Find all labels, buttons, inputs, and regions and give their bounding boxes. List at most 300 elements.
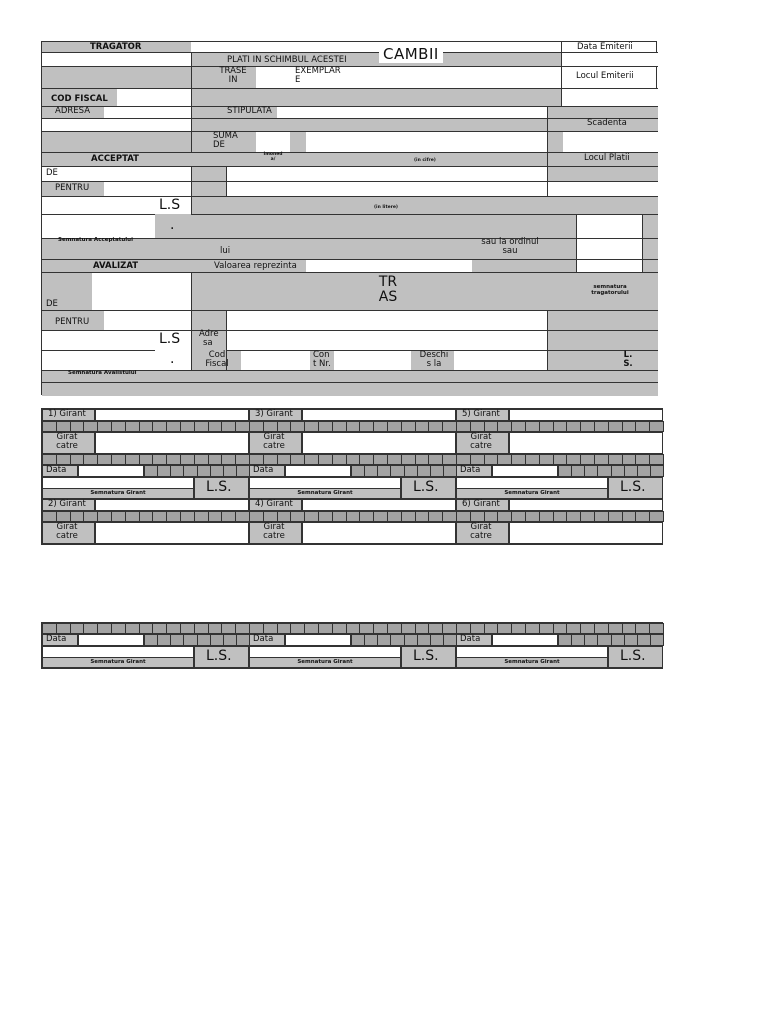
grid-cell — [346, 623, 361, 634]
grid-cell — [553, 623, 568, 634]
grid-cell — [235, 454, 250, 465]
cod-fiscal2-line2: Fiscal — [205, 358, 229, 369]
ls2-dot: . — [170, 351, 175, 367]
grid-cell — [318, 511, 333, 522]
girat-catre-line2: catre — [56, 440, 78, 451]
rule — [226, 166, 227, 196]
grid-cell — [566, 454, 581, 465]
moneda-label — [257, 153, 289, 162]
grid-cell — [511, 623, 526, 634]
cont-label — [313, 351, 331, 369]
stipulata-label: STIPULATA — [227, 106, 272, 116]
white-box — [576, 214, 642, 272]
white-box — [226, 310, 547, 330]
girat-catre-line1: Girat — [470, 522, 492, 532]
de-label: DE — [46, 168, 58, 178]
grid-cell — [194, 454, 209, 465]
semnatura-girant-label: Semnatura Girant — [504, 659, 560, 665]
grid-cell — [525, 454, 540, 465]
girat-catre-label — [252, 433, 296, 451]
rule — [561, 42, 562, 106]
grid-cell — [594, 623, 609, 634]
cambii-title: CAMBII — [379, 47, 443, 63]
data-label: Data — [460, 634, 481, 644]
grid-cell — [351, 634, 365, 646]
grid-cell — [611, 465, 625, 477]
semnatura-girant-label: Semnatura Girant — [504, 490, 560, 496]
grid-cell — [580, 511, 595, 522]
semnatura-girant-label: Semnatura Girant — [90, 490, 146, 496]
grid-cell — [263, 623, 278, 634]
grid-cell — [390, 465, 404, 477]
grid-cell — [304, 623, 319, 634]
girant-name-box — [509, 499, 663, 511]
tras-label — [368, 275, 408, 304]
deschis-line1: Deschi — [419, 350, 449, 360]
grid-cell — [125, 421, 140, 432]
girat-catre-box — [302, 432, 456, 454]
grid-cell — [580, 623, 595, 634]
grid-cell — [553, 511, 568, 522]
grid-cell — [608, 421, 623, 432]
grid-cell — [157, 634, 171, 646]
grid-cell — [235, 623, 250, 634]
giranti-section — [41, 408, 663, 545]
grid-cell — [635, 511, 650, 522]
grid-cell — [442, 623, 457, 634]
white-box — [42, 166, 191, 181]
grid-cell — [236, 634, 250, 646]
grid-cell — [608, 454, 623, 465]
grid-cell — [208, 623, 223, 634]
locul-emiterii-label: Locul Emiterii — [576, 71, 634, 81]
white-box — [226, 330, 547, 350]
white-box — [42, 118, 191, 131]
grid-cell — [290, 623, 305, 634]
avalizat-label: AVALIZAT — [93, 261, 139, 271]
girat-catre-line1: Girat — [470, 432, 492, 442]
grid-cell — [373, 421, 388, 432]
grid-cell — [637, 634, 651, 646]
grid-cell — [442, 511, 457, 522]
rule — [42, 272, 658, 273]
rule — [42, 214, 155, 215]
grid-cell — [566, 623, 581, 634]
trase-in-label — [218, 67, 248, 85]
grid-cell — [332, 421, 347, 432]
grid-cell — [346, 511, 361, 522]
grid-cell — [359, 623, 374, 634]
grid-cell — [456, 623, 471, 634]
girat-catre-line2: catre — [56, 530, 78, 541]
grid-cell — [377, 634, 391, 646]
grid-cell — [622, 511, 637, 522]
girant-label: 4) Girant — [255, 499, 293, 509]
grid-cell — [152, 454, 167, 465]
white-box — [256, 131, 290, 152]
grid-cell — [428, 511, 443, 522]
grid-cell — [263, 511, 278, 522]
grid-cell — [608, 623, 623, 634]
grid-cell — [70, 623, 85, 634]
ls-label: L.S. — [620, 648, 646, 664]
grid-cell — [624, 465, 638, 477]
grid-cell — [484, 421, 499, 432]
grid-cell — [497, 623, 512, 634]
grid-cell — [553, 421, 568, 432]
grid-cell — [539, 623, 554, 634]
grid-cell — [484, 454, 499, 465]
de2-label: DE — [46, 299, 58, 309]
grid-cell — [566, 511, 581, 522]
grid-cell — [387, 623, 402, 634]
grid-cell — [277, 454, 292, 465]
trase-in-line1: TRASE — [219, 66, 247, 76]
grid-cell — [97, 454, 112, 465]
grid-cell — [442, 454, 457, 465]
grid-cell — [443, 465, 457, 477]
grid-cell — [304, 454, 319, 465]
grid-cell — [56, 623, 71, 634]
white-box — [334, 350, 411, 370]
grid-cell — [166, 454, 181, 465]
ls-dot: . — [170, 217, 175, 233]
girant-name-box — [509, 409, 663, 421]
grid-cell — [387, 511, 402, 522]
grid-cell — [649, 623, 664, 634]
rule — [547, 106, 548, 196]
grid-cell — [111, 454, 126, 465]
grid-cell — [97, 421, 112, 432]
rule — [42, 106, 658, 107]
white-box — [92, 272, 191, 310]
pentru2-label: PENTRU — [55, 317, 90, 327]
rule — [42, 196, 658, 197]
data-label: Data — [460, 465, 481, 475]
grid-cell — [417, 465, 431, 477]
data-label: Data — [253, 634, 274, 644]
grid-cell — [622, 454, 637, 465]
grid-cell — [415, 511, 430, 522]
rule — [547, 310, 548, 370]
ls-label: L.S. — [620, 479, 646, 495]
girant-name-box — [302, 409, 456, 421]
grid-cell — [197, 465, 211, 477]
exemplare-line2: E — [295, 74, 301, 85]
ls3-label — [618, 351, 638, 369]
grid-cell — [83, 454, 98, 465]
ls-label: L.S. — [206, 648, 232, 664]
grid-cell — [318, 623, 333, 634]
suma-label — [213, 132, 238, 150]
rule — [42, 166, 658, 167]
grid-cell — [404, 634, 418, 646]
grid-cell — [194, 421, 209, 432]
sau-ordinul-line2: sau — [502, 245, 518, 256]
grid-cell — [346, 421, 361, 432]
grid-cell — [635, 454, 650, 465]
grid-cell — [635, 421, 650, 432]
cod-fiscal2-label — [200, 351, 234, 369]
grid-cell — [558, 465, 572, 477]
girant-name-box — [302, 499, 456, 511]
tragator-label: TRAGATOR — [90, 42, 142, 52]
grid-cell — [635, 623, 650, 634]
rule — [42, 88, 658, 89]
grid-cell — [622, 623, 637, 634]
cont-line2: t Nr. — [313, 358, 331, 369]
girat-catre-line2: catre — [263, 530, 285, 541]
grid-cell — [497, 421, 512, 432]
data-box — [78, 634, 144, 646]
grid-cell — [152, 511, 167, 522]
rule — [42, 259, 658, 260]
grid-cell — [208, 454, 223, 465]
girat-catre-label — [252, 523, 296, 541]
grid-cell — [183, 634, 197, 646]
semnatura-girant-label: Semnatura Girant — [297, 490, 353, 496]
white-box — [241, 350, 310, 370]
grid-cell — [584, 634, 598, 646]
grid-cell — [456, 421, 471, 432]
semnatura-avalistului-label: Semnatura Avalistului — [68, 370, 137, 376]
data-box — [285, 465, 351, 477]
rule — [42, 118, 658, 119]
grid-cell — [152, 421, 167, 432]
grid-cell — [83, 511, 98, 522]
grid-cell — [180, 511, 195, 522]
grid-cell — [637, 465, 651, 477]
data-emiterii-label: Data Emiterii — [577, 42, 633, 52]
grid-cell — [401, 454, 416, 465]
grid-cell — [484, 511, 499, 522]
rule — [576, 214, 577, 272]
suma-line1: SUMA — [213, 131, 238, 141]
grid-cell — [83, 623, 98, 634]
trase-in-line2: IN — [228, 74, 238, 85]
grid-cell — [594, 511, 609, 522]
grid-cell — [166, 421, 181, 432]
grid-cell — [111, 421, 126, 432]
grid-cell — [624, 634, 638, 646]
girant-label: 3) Girant — [255, 409, 293, 419]
grid-cell — [236, 465, 250, 477]
girat-catre-box — [95, 432, 249, 454]
grid-cell — [235, 421, 250, 432]
grid-cell — [580, 454, 595, 465]
grid-cell — [539, 454, 554, 465]
ls-label: L.S. — [206, 479, 232, 495]
white-box — [42, 196, 155, 214]
cod-fiscal2-line1: Cod — [208, 350, 226, 360]
white-box — [547, 181, 658, 196]
deschis-label — [416, 351, 452, 369]
grid-cell — [170, 465, 184, 477]
white-box — [306, 131, 547, 152]
ls-label: L.S. — [413, 648, 439, 664]
girant-name-box — [95, 499, 249, 511]
grid-cell — [157, 465, 171, 477]
girat-catre-label — [459, 433, 503, 451]
grid-cell — [97, 623, 112, 634]
grid-cell — [401, 623, 416, 634]
grid-cell — [180, 454, 195, 465]
grid-cell — [622, 421, 637, 432]
grid-cell — [221, 511, 236, 522]
grid-cell — [221, 454, 236, 465]
grid-cell — [351, 465, 365, 477]
rule — [42, 350, 155, 351]
grid-cell — [42, 454, 57, 465]
grid-cell — [401, 511, 416, 522]
girat-catre-box — [95, 522, 249, 544]
grid-cell — [170, 634, 184, 646]
grid-cell — [377, 465, 391, 477]
grid-cell — [56, 511, 71, 522]
grid-cell — [180, 421, 195, 432]
ls-label: L.S. — [413, 479, 439, 495]
grid-cell — [511, 454, 526, 465]
grid-cell — [221, 421, 236, 432]
grid-cell — [430, 634, 444, 646]
grid-cell — [221, 623, 236, 634]
white-box — [561, 88, 658, 106]
grid-cell — [649, 421, 664, 432]
rule — [42, 382, 658, 383]
girant-label: 2) Girant — [48, 499, 86, 509]
grid-cell — [346, 454, 361, 465]
grid-cell — [571, 465, 585, 477]
grid-cell — [144, 634, 158, 646]
grid-cell — [249, 454, 264, 465]
adresa2-label — [199, 330, 219, 348]
girant-label: 6) Girant — [462, 499, 500, 509]
grid-cell — [484, 623, 499, 634]
grid-cell — [42, 421, 57, 432]
grid-cell — [539, 421, 554, 432]
data-box — [492, 465, 558, 477]
white-box — [306, 259, 472, 272]
white-box — [256, 66, 292, 88]
grid-cell — [428, 421, 443, 432]
bg-block — [547, 166, 658, 181]
adresa-label: ADRESA — [55, 106, 91, 116]
ls2-label: L.S — [159, 331, 181, 347]
grid-cell — [304, 511, 319, 522]
grid-cell — [580, 421, 595, 432]
grid-cell — [180, 623, 195, 634]
grid-cell — [608, 511, 623, 522]
grid-cell — [415, 454, 430, 465]
grid-cell — [497, 511, 512, 522]
girat-catre-label — [45, 433, 89, 451]
grid-cell — [223, 465, 237, 477]
data-box — [492, 634, 558, 646]
grid-cell — [470, 511, 485, 522]
girat-catre-line2: catre — [470, 440, 492, 451]
grid-cell — [387, 454, 402, 465]
grid-cell — [210, 634, 224, 646]
semnatura-tragatorului-line2: tragatorului — [591, 289, 629, 296]
grid-cell — [442, 421, 457, 432]
bg-block — [191, 196, 658, 214]
grid-cell — [139, 623, 154, 634]
grid-cell — [470, 454, 485, 465]
ls-label: L.S — [159, 197, 181, 213]
in-cifre-label: (in cifre) — [414, 158, 436, 163]
rule — [191, 214, 658, 215]
grid-cell — [594, 454, 609, 465]
grid-cell — [373, 454, 388, 465]
grid-cell — [566, 421, 581, 432]
girant-label: 5) Girant — [462, 409, 500, 419]
grid-cell — [318, 421, 333, 432]
grid-cell — [56, 454, 71, 465]
grid-cell — [290, 421, 305, 432]
white-box — [104, 106, 191, 118]
girat-catre-label — [459, 523, 503, 541]
exemplare-label — [295, 67, 341, 85]
girat-catre-line1: Girat — [56, 432, 78, 442]
semnatura-tragatorului-line1: semnatura — [593, 284, 627, 290]
grid-cell — [373, 511, 388, 522]
grid-cell — [539, 511, 554, 522]
grid-cell — [364, 465, 378, 477]
acceptat-label: ACCEPTAT — [91, 154, 139, 164]
grid-cell — [152, 623, 167, 634]
grid-cell — [263, 421, 278, 432]
grid-cell — [387, 421, 402, 432]
data-box — [78, 465, 144, 477]
grid-cell — [139, 421, 154, 432]
grid-cell — [373, 623, 388, 634]
grid-cell — [70, 454, 85, 465]
moneda-line1: Imoned — [263, 152, 283, 157]
grid-cell — [249, 421, 264, 432]
grid-cell — [42, 623, 57, 634]
pentru-label: PENTRU — [55, 183, 90, 193]
cambie-form — [41, 41, 657, 395]
grid-cell — [359, 454, 374, 465]
rule — [42, 152, 658, 153]
rule — [42, 181, 658, 182]
grid-cell — [525, 511, 540, 522]
grid-cell — [332, 454, 347, 465]
sau-ordinul-line1: sau la ordinul — [481, 237, 539, 247]
girat-catre-line1: Girat — [56, 522, 78, 532]
grid-cell — [332, 623, 347, 634]
grid-cell — [456, 454, 471, 465]
deschis-line2: s la — [426, 358, 442, 369]
plati-label: PLATI IN SCHIMBUL ACESTEI — [227, 55, 347, 65]
grid-cell — [511, 421, 526, 432]
grid-cell — [318, 454, 333, 465]
grid-cell — [415, 421, 430, 432]
grid-cell — [125, 454, 140, 465]
grid-cell — [650, 465, 664, 477]
grid-cell — [417, 634, 431, 646]
girat-catre-box — [302, 522, 456, 544]
semnatura-girant-label: Semnatura Girant — [297, 659, 353, 665]
grid-cell — [597, 634, 611, 646]
grid-cell — [359, 421, 374, 432]
ls3-line2: S. — [623, 358, 633, 369]
girant-label: 1) Girant — [48, 409, 86, 419]
grid-cell — [277, 511, 292, 522]
data-label: Data — [46, 634, 67, 644]
grid-cell — [290, 454, 305, 465]
grid-cell — [194, 511, 209, 522]
